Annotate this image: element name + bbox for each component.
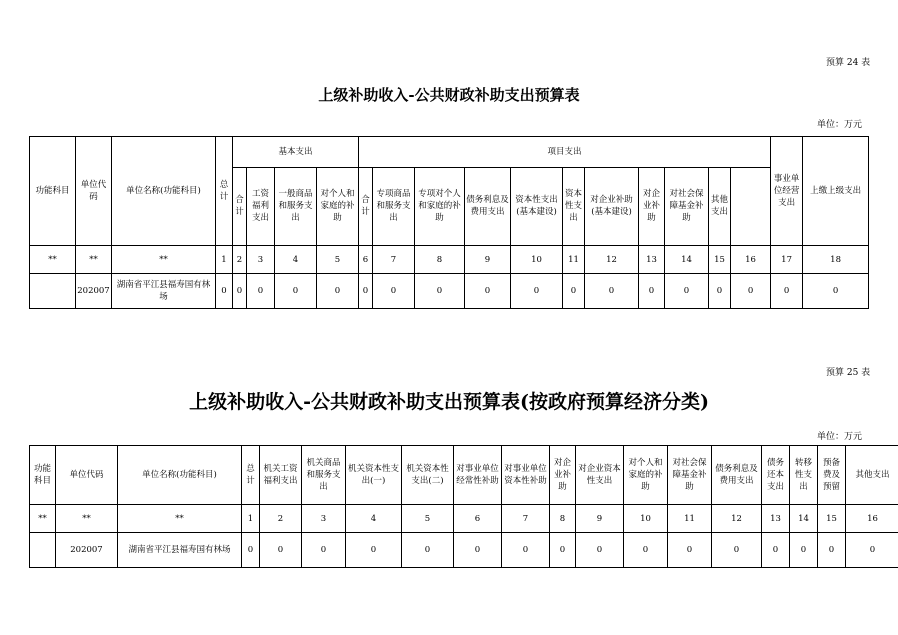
t24-h-ent: 对企业补助 xyxy=(639,167,665,245)
t24-row-2: 湖南省平江县福寿国有林场 xyxy=(112,274,216,309)
t25-row-10: 0 xyxy=(550,533,576,568)
table25 xyxy=(29,445,898,568)
t25-idx-13: 11 xyxy=(668,505,712,533)
t25-idx-15: 13 xyxy=(762,505,790,533)
t24-h-upper: 上缴上级支出 xyxy=(803,137,869,246)
t25-h-7: 机关资本性支出(二) xyxy=(402,446,454,505)
t24-idx-7: 5 xyxy=(317,246,359,274)
t25-idx-12: 10 xyxy=(624,505,668,533)
t24-h-proj-individual: 专项对个人和家庭的补助 xyxy=(415,167,465,245)
t24-idx-4: 2 xyxy=(233,246,247,274)
t24-h-goods: 一般商品和服务支出 xyxy=(275,167,317,245)
t25-row-0 xyxy=(30,533,56,568)
t24-h-other: 其他支出 xyxy=(709,167,731,245)
t24-h-basic: 基本支出 xyxy=(233,137,359,168)
t24-row-8: 0 xyxy=(359,274,373,309)
t24-idx-12: 10 xyxy=(511,246,563,274)
t25-row-1: 202007 xyxy=(56,533,118,568)
t24-row-15: 0 xyxy=(639,274,665,309)
t24-idx-6: 4 xyxy=(275,246,317,274)
t24-idx-19: 17 xyxy=(771,246,803,274)
t25-idx-0: ** xyxy=(30,505,56,533)
t25-row-2: 湖南省平江县福寿国有林场 xyxy=(118,533,242,568)
t24-idx-0: ** xyxy=(30,246,76,274)
t24-h-code: 单位代码 xyxy=(76,137,112,246)
t24-h-individual: 对个人和家庭的补助 xyxy=(317,167,359,245)
table24-unit: 单位：万元 xyxy=(817,120,863,130)
t25-h-11: 对企业资本性支出 xyxy=(576,446,624,505)
t24-row-19: 0 xyxy=(771,274,803,309)
t24-h-operation: 事业单位经营支出 xyxy=(771,137,803,246)
t24-h-social: 对社会保障基金补助 xyxy=(665,167,709,245)
table24-tag: 预算 24 表 xyxy=(826,58,871,68)
t24-idx-16: 14 xyxy=(665,246,709,274)
t24-h-func: 功能科目 xyxy=(30,137,76,246)
t25-row-6: 0 xyxy=(346,533,402,568)
t25-idx-2: ** xyxy=(118,505,242,533)
t24-h-debt: 债务利息及费用支出 xyxy=(465,167,511,245)
t24-row-11: 0 xyxy=(465,274,511,309)
t24-idx-15: 13 xyxy=(639,246,665,274)
t25-h-0: 功能科目 xyxy=(30,446,56,505)
table24-title: 上级补助收入-公共财政补助支出预算表 xyxy=(318,86,580,104)
t24-row-14: 0 xyxy=(585,274,639,309)
table25-title: 上级补助收入-公共财政补助支出预算表(按政府预算经济分类) xyxy=(189,391,709,413)
t24-idx-11: 9 xyxy=(465,246,511,274)
t25-row-16: 0 xyxy=(790,533,818,568)
table-row xyxy=(30,274,869,309)
t24-row-12: 0 xyxy=(511,274,563,309)
table25-unit: 单位：万元 xyxy=(817,432,863,442)
t25-idx-11: 9 xyxy=(576,505,624,533)
t25-h-16: 转移性支出 xyxy=(790,446,818,505)
t24-idx-2: ** xyxy=(112,246,216,274)
t25-h-17: 预备费及预留 xyxy=(818,446,846,505)
t25-row-12: 0 xyxy=(624,533,668,568)
t24-h-wage: 工资福利支出 xyxy=(247,167,275,245)
t25-row-13: 0 xyxy=(668,533,712,568)
t24-idx-17: 15 xyxy=(709,246,731,274)
t24-row-4: 0 xyxy=(233,274,247,309)
t25-idx-6: 4 xyxy=(346,505,402,533)
t24-row-1: 202007 xyxy=(76,274,112,309)
t25-idx-3: 1 xyxy=(242,505,260,533)
t25-row-14: 0 xyxy=(712,533,762,568)
t25-h-5: 机关商品和服务支出 xyxy=(302,446,346,505)
t24-h-special: 专项商品和服务支出 xyxy=(373,167,415,245)
t25-row-18: 0 xyxy=(846,533,898,568)
t24-idx-8: 6 xyxy=(359,246,373,274)
t24-row-6: 0 xyxy=(275,274,317,309)
t24-row-9: 0 xyxy=(373,274,415,309)
t25-h-1: 单位代码 xyxy=(56,446,118,505)
table-row xyxy=(30,505,898,533)
t24-row-17: 0 xyxy=(709,274,731,309)
t24-row-7: 0 xyxy=(317,274,359,309)
t24-row-13: 0 xyxy=(563,274,585,309)
t25-row-8: 0 xyxy=(454,533,502,568)
t25-row-11: 0 xyxy=(576,533,624,568)
t25-h-14: 债务利息及费用支出 xyxy=(712,446,762,505)
t25-idx-7: 5 xyxy=(402,505,454,533)
t25-h-9: 对事业单位资本性补助 xyxy=(502,446,550,505)
t25-row-17: 0 xyxy=(818,533,846,568)
t24-idx-9: 7 xyxy=(373,246,415,274)
t24-h-basic-total: 合计 xyxy=(233,167,247,245)
table24 xyxy=(29,136,869,309)
t25-idx-4: 2 xyxy=(260,505,302,533)
t25-idx-10: 8 xyxy=(550,505,576,533)
t24-row-20: 0 xyxy=(803,274,869,309)
t25-h-8: 对事业单位经常性补助 xyxy=(454,446,502,505)
t24-h-name: 单位名称(功能科目) xyxy=(112,137,216,246)
t25-h-6: 机关资本性支出(一) xyxy=(346,446,402,505)
t24-idx-14: 12 xyxy=(585,246,639,274)
t25-row-3: 0 xyxy=(242,533,260,568)
t25-row-9: 0 xyxy=(502,533,550,568)
t25-row-15: 0 xyxy=(762,533,790,568)
t25-h-4: 机关工资福利支出 xyxy=(260,446,302,505)
t25-h-2: 单位名称(功能科目) xyxy=(118,446,242,505)
t24-row-16: 0 xyxy=(665,274,709,309)
t24-h-project: 项目支出 xyxy=(359,137,771,168)
t25-idx-16: 14 xyxy=(790,505,818,533)
table25-tag: 预算 25 表 xyxy=(826,368,871,378)
t24-idx-13: 11 xyxy=(563,246,585,274)
t24-idx-3: 1 xyxy=(216,246,233,274)
t25-h-15: 债务还本支出 xyxy=(762,446,790,505)
t25-h-3: 总计 xyxy=(242,446,260,505)
t24-h-capital-build: 资本性支出(基本建设) xyxy=(511,167,563,245)
table-row xyxy=(30,246,869,274)
t24-h-ent-build: 对企业补助(基本建设) xyxy=(585,167,639,245)
t24-h-proj-total: 合计 xyxy=(359,167,373,245)
t24-row-3: 0 xyxy=(216,274,233,309)
t25-row-7: 0 xyxy=(402,533,454,568)
t24-idx-20: 18 xyxy=(803,246,869,274)
t24-idx-5: 3 xyxy=(247,246,275,274)
t24-row-5: 0 xyxy=(247,274,275,309)
t24-idx-1: ** xyxy=(76,246,112,274)
t25-h-10: 对企业补助 xyxy=(550,446,576,505)
t24-row-0 xyxy=(30,274,76,309)
t25-h-13: 对社会保障基金补助 xyxy=(668,446,712,505)
t24-h-total: 总计 xyxy=(216,137,233,246)
t25-idx-5: 3 xyxy=(302,505,346,533)
t25-idx-9: 7 xyxy=(502,505,550,533)
t25-row-4: 0 xyxy=(260,533,302,568)
table-row xyxy=(30,533,898,568)
t25-h-18: 其他支出 xyxy=(846,446,898,505)
t24-idx-10: 8 xyxy=(415,246,465,274)
t25-idx-18: 16 xyxy=(846,505,898,533)
t25-idx-8: 6 xyxy=(454,505,502,533)
t25-h-12: 对个人和家庭的补助 xyxy=(624,446,668,505)
t25-idx-17: 15 xyxy=(818,505,846,533)
t24-h-capital: 资本性支出 xyxy=(563,167,585,245)
t24-idx-18: 16 xyxy=(731,246,771,274)
t25-row-5: 0 xyxy=(302,533,346,568)
t24-row-10: 0 xyxy=(415,274,465,309)
t24-row-18: 0 xyxy=(731,274,771,309)
t25-idx-1: ** xyxy=(56,505,118,533)
t25-idx-14: 12 xyxy=(712,505,762,533)
